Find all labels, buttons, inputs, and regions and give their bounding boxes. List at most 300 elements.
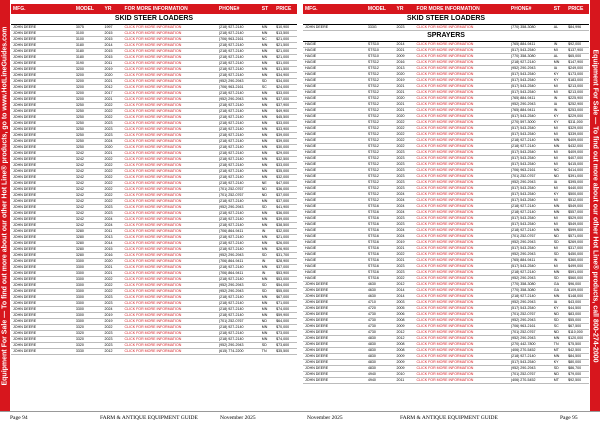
model-cell: STS16 — [366, 204, 395, 210]
more-info-link[interactable]: CLICK FOR MORE INFORMATION — [123, 307, 217, 313]
phone-cell: (218) 927-2140 — [217, 199, 260, 205]
price-cell: $557,000 — [566, 210, 589, 216]
manufacturer-cell: HAGIE — [303, 54, 366, 60]
column-header: FOR MORE INFORMATION — [415, 4, 509, 14]
more-info-link[interactable]: CLICK FOR MORE INFORMATION — [415, 198, 509, 204]
more-info-link[interactable]: CLICK FOR MORE INFORMATION — [415, 25, 509, 31]
column-header: PHONE# — [217, 4, 260, 14]
state-cell: MI — [552, 84, 566, 90]
state-cell: MN — [260, 133, 274, 139]
state-cell: MN — [260, 307, 274, 313]
more-info-link[interactable]: CLICK FOR MORE INFORMATION — [123, 349, 217, 355]
more-info-link[interactable]: CLICK FOR MORE INFORMATION — [123, 121, 217, 127]
more-info-link[interactable]: CLICK FOR MORE INFORMATION — [123, 229, 217, 235]
left-side-banner — [0, 0, 10, 412]
phone-cell: (218) 927-2140 — [217, 25, 260, 31]
more-info-link[interactable]: CLICK FOR MORE INFORMATION — [123, 55, 217, 61]
more-info-link[interactable]: CLICK FOR MORE INFORMATION — [415, 132, 509, 138]
year-cell: 2023 — [395, 174, 415, 180]
more-info-link[interactable]: CLICK FOR MORE INFORMATION — [415, 114, 509, 120]
more-info-link[interactable]: CLICK FOR MORE INFORMATION — [415, 270, 509, 276]
section-heading: SKID STEER LOADERS — [11, 14, 297, 25]
phone-cell: (770) 358-3080 — [509, 282, 552, 288]
model-cell: 3300 — [74, 283, 103, 289]
more-info-link[interactable]: CLICK FOR MORE INFORMATION — [123, 217, 217, 223]
state-cell: KY — [552, 114, 566, 120]
more-info-link[interactable]: CLICK FOR MORE INFORMATION — [415, 222, 509, 228]
more-info-link[interactable]: CLICK FOR MORE INFORMATION — [123, 175, 217, 181]
year-cell: 2024 — [395, 204, 415, 210]
more-info-link[interactable]: CLICK FOR MORE INFORMATION — [123, 235, 217, 241]
price-cell: $500,000 — [566, 192, 589, 198]
more-info-link[interactable]: CLICK FOR MORE INFORMATION — [415, 348, 509, 354]
more-info-link[interactable]: CLICK FOR MORE INFORMATION — [123, 79, 217, 85]
more-info-link[interactable]: CLICK FOR MORE INFORMATION — [415, 60, 509, 66]
more-info-link[interactable]: CLICK FOR MORE INFORMATION — [415, 42, 509, 48]
more-info-link[interactable]: CLICK FOR MORE INFORMATION — [123, 85, 217, 91]
phone-cell: (615) 774-2200 — [217, 349, 260, 355]
price-cell: $432,000 — [566, 144, 589, 150]
more-info-link[interactable]: CLICK FOR MORE INFORMATION — [123, 319, 217, 325]
more-info-link[interactable]: CLICK FOR MORE INFORMATION — [123, 331, 217, 337]
more-info-link[interactable]: CLICK FOR MORE INFORMATION — [415, 156, 509, 162]
state-cell: MI — [552, 186, 566, 192]
state-cell: SD — [260, 253, 274, 259]
manufacturer-cell: JOHN DEERE — [11, 85, 74, 91]
more-info-link[interactable]: CLICK FOR MORE INFORMATION — [415, 48, 509, 54]
year-cell: 2021 — [395, 108, 415, 114]
more-info-link[interactable]: CLICK FOR MORE INFORMATION — [123, 247, 217, 253]
model-cell: 4630 — [366, 294, 395, 300]
phone-cell: (218) 927-2140 — [509, 270, 552, 276]
model-cell: 3242 — [74, 223, 103, 229]
phone-cell: (706) 963-2161 — [217, 85, 260, 91]
year-cell: 2010 — [395, 372, 415, 378]
year-cell: 2019 — [395, 240, 415, 246]
price-cell: $360,000 — [566, 258, 589, 264]
more-info-link[interactable]: CLICK FOR MORE INFORMATION — [123, 301, 217, 307]
more-info-link[interactable]: CLICK FOR MORE INFORMATION — [415, 144, 509, 150]
more-info-link[interactable]: CLICK FOR MORE INFORMATION — [123, 169, 217, 175]
more-info-link[interactable]: CLICK FOR MORE INFORMATION — [415, 354, 509, 360]
more-info-link[interactable]: CLICK FOR MORE INFORMATION — [123, 97, 217, 103]
model-cell: STS12 — [366, 114, 395, 120]
more-info-link[interactable]: CLICK FOR MORE INFORMATION — [123, 103, 217, 109]
year-cell: 2023 — [395, 222, 415, 228]
more-info-link[interactable]: CLICK FOR MORE INFORMATION — [123, 115, 217, 121]
state-cell: MN — [260, 49, 274, 55]
phone-cell: (218) 927-2140 — [217, 163, 260, 169]
manufacturer-cell: HAGIE — [303, 258, 366, 264]
price-cell: $560,000 — [566, 276, 589, 282]
state-cell: MT — [552, 348, 566, 354]
more-info-link[interactable]: CLICK FOR MORE INFORMATION — [123, 187, 217, 193]
more-info-link[interactable]: CLICK FOR MORE INFORMATION — [415, 192, 509, 198]
more-info-link[interactable]: CLICK FOR MORE INFORMATION — [415, 210, 509, 216]
more-info-link[interactable]: CLICK FOR MORE INFORMATION — [415, 126, 509, 132]
state-cell: SD — [552, 366, 566, 372]
state-cell: MN — [260, 61, 274, 67]
state-cell: MN — [260, 331, 274, 337]
more-info-link[interactable]: CLICK FOR MORE INFORMATION — [415, 252, 509, 258]
more-info-link[interactable]: CLICK FOR MORE INFORMATION — [415, 108, 509, 114]
price-cell: $84,996 — [566, 25, 589, 31]
more-info-link[interactable]: CLICK FOR MORE INFORMATION — [415, 258, 509, 264]
more-info-link[interactable]: CLICK FOR MORE INFORMATION — [415, 264, 509, 270]
more-info-link[interactable]: CLICK FOR MORE INFORMATION — [123, 265, 217, 271]
more-info-link[interactable]: CLICK FOR MORE INFORMATION — [123, 211, 217, 217]
more-info-link[interactable]: CLICK FOR MORE INFORMATION — [123, 283, 217, 289]
more-info-link[interactable]: CLICK FOR MORE INFORMATION — [123, 49, 217, 55]
year-cell: 2020 — [103, 259, 123, 265]
phone-cell: (218) 927-2140 — [217, 217, 260, 223]
more-info-link[interactable]: CLICK FOR MORE INFORMATION — [123, 277, 217, 283]
more-info-link[interactable]: CLICK FOR MORE INFORMATION — [415, 228, 509, 234]
more-info-link[interactable]: CLICK FOR MORE INFORMATION — [123, 223, 217, 229]
more-info-link[interactable]: CLICK FOR MORE INFORMATION — [123, 199, 217, 205]
more-info-link[interactable]: CLICK FOR MORE INFORMATION — [415, 324, 509, 330]
manufacturer-cell: JOHN DEERE — [11, 211, 74, 217]
more-info-link[interactable]: CLICK FOR MORE INFORMATION — [415, 276, 509, 282]
more-info-link[interactable]: CLICK FOR MORE INFORMATION — [123, 31, 217, 37]
price-cell: $21,500 — [274, 43, 297, 49]
phone-cell: (218) 927-2140 — [217, 115, 260, 121]
state-cell: TN — [552, 342, 566, 348]
model-cell: STS12 — [366, 162, 395, 168]
manufacturer-cell: HAGIE — [303, 120, 366, 126]
price-cell: $75,500 — [566, 342, 589, 348]
model-cell: 4630 — [366, 288, 395, 294]
price-cell: $225,900 — [566, 96, 589, 102]
more-info-link[interactable]: CLICK FOR MORE INFORMATION — [415, 246, 509, 252]
more-info-link[interactable]: CLICK FOR MORE INFORMATION — [415, 366, 509, 372]
year-cell: 2011 — [103, 61, 123, 67]
year-cell: 2009 — [395, 354, 415, 360]
state-cell: SD — [552, 276, 566, 282]
year-cell: 2019 — [395, 78, 415, 84]
year-cell: 2021 — [103, 271, 123, 277]
more-info-link[interactable]: CLICK FOR MORE INFORMATION — [415, 288, 509, 294]
more-info-link[interactable]: CLICK FOR MORE INFORMATION — [415, 102, 509, 108]
model-cell: STS16 — [366, 222, 395, 228]
more-info-link[interactable]: CLICK FOR MORE INFORMATION — [415, 174, 509, 180]
price-cell: $65,000 — [566, 54, 589, 60]
model-cell: 333G — [366, 25, 395, 31]
price-cell: $21,000 — [274, 235, 297, 241]
more-info-link[interactable]: CLICK FOR MORE INFORMATION — [415, 216, 509, 222]
manufacturer-cell: JOHN DEERE — [11, 199, 74, 205]
price-cell: $33,900 — [274, 127, 297, 133]
more-info-link[interactable]: CLICK FOR MORE INFORMATION — [123, 25, 217, 31]
state-cell: MN — [260, 265, 274, 271]
year-cell: 2022 — [103, 199, 123, 205]
model-cell: 4830 — [366, 354, 395, 360]
more-info-link[interactable]: CLICK FOR MORE INFORMATION — [123, 145, 217, 151]
price-cell: $92,000 — [566, 42, 589, 48]
more-info-link[interactable]: CLICK FOR MORE INFORMATION — [123, 127, 217, 133]
manufacturer-cell: HAGIE — [303, 204, 366, 210]
more-info-link[interactable]: CLICK FOR MORE INFORMATION — [415, 204, 509, 210]
manufacturer-cell: JOHN DEERE — [11, 151, 74, 157]
phone-cell: (701) 252-0767 — [217, 319, 260, 325]
more-info-link[interactable]: CLICK FOR MORE INFORMATION — [123, 157, 217, 163]
model-cell: 3180 — [74, 55, 103, 61]
phone-cell: (952) 290-2943 — [509, 300, 552, 306]
more-info-link[interactable]: CLICK FOR MORE INFORMATION — [415, 84, 509, 90]
manufacturer-cell: HAGIE — [303, 108, 366, 114]
model-cell: 4830 — [366, 342, 395, 348]
phone-cell: (218) 927-2140 — [217, 55, 260, 61]
state-cell: NC — [552, 168, 566, 174]
more-info-link[interactable]: CLICK FOR MORE INFORMATION — [415, 162, 509, 168]
price-cell: $59,900 — [274, 313, 297, 319]
more-info-link[interactable]: CLICK FOR MORE INFORMATION — [415, 306, 509, 312]
phone-cell: (218) 927-2140 — [217, 247, 260, 253]
more-info-link[interactable]: CLICK FOR MORE INFORMATION — [415, 300, 509, 306]
more-info-link[interactable]: CLICK FOR MORE INFORMATION — [123, 295, 217, 301]
manufacturer-cell: JOHN DEERE — [11, 265, 74, 271]
column-header: MODEL — [74, 4, 103, 14]
model-cell: 3300 — [74, 265, 103, 271]
more-info-link[interactable]: CLICK FOR MORE INFORMATION — [415, 342, 509, 348]
more-info-link[interactable]: CLICK FOR MORE INFORMATION — [415, 330, 509, 336]
more-info-link[interactable]: CLICK FOR MORE INFORMATION — [123, 271, 217, 277]
price-cell: $311,000 — [566, 120, 589, 126]
more-info-link[interactable]: CLICK FOR MORE INFORMATION — [123, 73, 217, 79]
state-cell: MN — [260, 217, 274, 223]
more-info-link[interactable]: CLICK FOR MORE INFORMATION — [123, 289, 217, 295]
more-info-link[interactable]: CLICK FOR MORE INFORMATION — [123, 205, 217, 211]
more-info-link[interactable]: CLICK FOR MORE INFORMATION — [415, 336, 509, 342]
more-info-link[interactable]: CLICK FOR MORE INFORMATION — [123, 343, 217, 349]
phone-cell: (218) 927-2140 — [217, 121, 260, 127]
manufacturer-cell: JOHN DEERE — [11, 49, 74, 55]
price-cell: $39,000 — [274, 133, 297, 139]
model-cell: 4720 — [366, 306, 395, 312]
model-cell: STS12 — [366, 144, 395, 150]
price-cell: $28,900 — [274, 259, 297, 265]
price-cell: $414,000 — [566, 168, 589, 174]
more-info-link[interactable]: CLICK FOR MORE INFORMATION — [415, 150, 509, 156]
manufacturer-cell: JOHN DEERE — [11, 217, 74, 223]
price-cell: $10,900 — [274, 25, 297, 31]
year-cell: 2012 — [395, 336, 415, 342]
more-info-link[interactable]: CLICK FOR MORE INFORMATION — [123, 253, 217, 259]
state-cell: GA — [552, 282, 566, 288]
more-info-link[interactable]: CLICK FOR MORE INFORMATION — [123, 67, 217, 73]
model-cell: 3330 — [74, 349, 103, 355]
more-info-link[interactable]: CLICK FOR MORE INFORMATION — [123, 37, 217, 43]
phone-cell: (218) 927-2140 — [509, 144, 552, 150]
year-cell: 2005 — [395, 306, 415, 312]
phone-cell: (765) 884-9411 — [509, 108, 552, 114]
state-cell: SD — [260, 343, 274, 349]
manufacturer-cell: JOHN DEERE — [11, 73, 74, 79]
more-info-link[interactable]: CLICK FOR MORE INFORMATION — [415, 168, 509, 174]
phone-cell: (770) 358-3080 — [509, 25, 552, 31]
model-cell: 3280 — [74, 235, 103, 241]
state-cell: MN — [260, 97, 274, 103]
manufacturer-cell: JOHN DEERE — [11, 145, 74, 151]
price-cell: $591,000 — [566, 270, 589, 276]
price-cell: $409,000 — [566, 150, 589, 156]
manufacturer-cell: HAGIE — [303, 216, 366, 222]
more-info-link[interactable]: CLICK FOR MORE INFORMATION — [415, 318, 509, 324]
year-cell: 2014 — [103, 241, 123, 247]
column-header: MODEL — [366, 4, 395, 14]
more-info-link[interactable]: CLICK FOR MORE INFORMATION — [415, 66, 509, 72]
manufacturer-cell: JOHN DEERE — [11, 349, 74, 355]
phone-cell: (218) 927-2140 — [217, 331, 260, 337]
year-cell: 2024 — [395, 192, 415, 198]
more-info-link[interactable]: CLICK FOR MORE INFORMATION — [123, 91, 217, 97]
state-cell: ND — [552, 234, 566, 240]
manufacturer-cell: HAGIE — [303, 132, 366, 138]
more-info-link[interactable]: CLICK FOR MORE INFORMATION — [415, 360, 509, 366]
right-page — [303, 4, 589, 384]
model-cell: STS12 — [366, 96, 395, 102]
more-info-link[interactable]: CLICK FOR MORE INFORMATION — [415, 378, 509, 384]
state-cell: TN — [260, 349, 274, 355]
more-info-link[interactable]: CLICK FOR MORE INFORMATION — [123, 325, 217, 331]
model-cell: 3300 — [74, 277, 103, 283]
price-cell: $54,000 — [274, 283, 297, 289]
year-cell: 2015 — [103, 49, 123, 55]
manufacturer-cell: JOHN DEERE — [11, 169, 74, 175]
more-info-link[interactable]: CLICK FOR MORE INFORMATION — [123, 313, 217, 319]
state-cell: IN — [552, 42, 566, 48]
phone-cell: (218) 927-2140 — [217, 181, 260, 187]
manufacturer-cell: JOHN DEERE — [11, 229, 74, 235]
phone-cell: (218) 927-2140 — [509, 204, 552, 210]
manufacturer-cell: JOHN DEERE — [11, 127, 74, 133]
model-cell: STS12 — [366, 174, 395, 180]
more-info-link[interactable]: CLICK FOR MORE INFORMATION — [123, 109, 217, 115]
price-cell: $32,000 — [274, 229, 297, 235]
more-info-link[interactable]: CLICK FOR MORE INFORMATION — [415, 234, 509, 240]
manufacturer-cell: HAGIE — [303, 126, 366, 132]
phone-cell: (218) 927-2140 — [217, 43, 260, 49]
more-info-link[interactable]: CLICK FOR MORE INFORMATION — [123, 259, 217, 265]
price-cell: $73,000 — [274, 331, 297, 337]
year-cell: 2024 — [103, 217, 123, 223]
state-cell: AL — [552, 25, 566, 31]
more-info-link[interactable]: CLICK FOR MORE INFORMATION — [415, 138, 509, 144]
more-info-link[interactable]: CLICK FOR MORE INFORMATION — [123, 163, 217, 169]
more-info-link[interactable]: CLICK FOR MORE INFORMATION — [415, 186, 509, 192]
year-cell: 2012 — [395, 282, 415, 288]
phone-cell: (270) 442-7800 — [509, 342, 552, 348]
price-cell: $571,000 — [566, 234, 589, 240]
model-cell: 3250 — [74, 103, 103, 109]
more-info-link[interactable]: CLICK FOR MORE INFORMATION — [415, 72, 509, 78]
manufacturer-cell: HAGIE — [303, 210, 366, 216]
price-cell: $213,000 — [566, 90, 589, 96]
more-info-link[interactable]: CLICK FOR MORE INFORMATION — [415, 282, 509, 288]
more-info-link[interactable]: CLICK FOR MORE INFORMATION — [123, 133, 217, 139]
phone-cell: (218) 927-2140 — [217, 175, 260, 181]
state-cell: GA — [552, 288, 566, 294]
right-publication-title: FARM & ANTIQUE EQUIPMENT GUIDE — [400, 415, 498, 421]
state-cell: MT — [552, 378, 566, 384]
year-cell: 2023 — [395, 186, 415, 192]
more-info-link[interactable]: CLICK FOR MORE INFORMATION — [123, 61, 217, 67]
model-cell: 3242 — [74, 187, 103, 193]
more-info-link[interactable]: CLICK FOR MORE INFORMATION — [415, 96, 509, 102]
manufacturer-cell: JOHN DEERE — [11, 283, 74, 289]
model-cell: 3250 — [74, 115, 103, 121]
more-info-link[interactable]: CLICK FOR MORE INFORMATION — [123, 337, 217, 343]
more-info-link[interactable]: CLICK FOR MORE INFORMATION — [415, 294, 509, 300]
phone-cell: (218) 927-2140 — [217, 109, 260, 115]
phone-cell: (952) 290-2943 — [509, 252, 552, 258]
right-header-row — [303, 4, 589, 14]
model-cell: 3300 — [74, 271, 103, 277]
state-cell: SD — [552, 318, 566, 324]
manufacturer-cell: HAGIE — [303, 144, 366, 150]
more-info-link[interactable]: CLICK FOR MORE INFORMATION — [415, 120, 509, 126]
phone-cell: (706) 864-9411 — [217, 259, 260, 265]
more-info-link[interactable]: CLICK FOR MORE INFORMATION — [123, 181, 217, 187]
more-info-link[interactable]: CLICK FOR MORE INFORMATION — [123, 193, 217, 199]
manufacturer-cell: JOHN DEERE — [11, 313, 74, 319]
year-cell: 2019 — [103, 313, 123, 319]
model-cell: 4730 — [366, 324, 395, 330]
state-cell: MN — [260, 115, 274, 121]
more-info-link[interactable]: CLICK FOR MORE INFORMATION — [123, 151, 217, 157]
model-cell: STS12 — [366, 84, 395, 90]
more-info-link[interactable]: CLICK FOR MORE INFORMATION — [123, 43, 217, 49]
price-cell: $38,500 — [274, 223, 297, 229]
price-cell: $37,000 — [274, 199, 297, 205]
year-cell: 2020 — [103, 145, 123, 151]
state-cell: MN — [260, 223, 274, 229]
state-cell: MN — [552, 210, 566, 216]
phone-cell: (701) 252-0767 — [217, 193, 260, 199]
right-table-body — [303, 14, 589, 384]
manufacturer-cell: JOHN DEERE — [11, 235, 74, 241]
more-info-link[interactable]: CLICK FOR MORE INFORMATION — [415, 372, 509, 378]
state-cell: MN — [260, 175, 274, 181]
price-cell: $41,900 — [274, 205, 297, 211]
column-header: MFG. — [11, 4, 74, 14]
more-info-link[interactable]: CLICK FOR MORE INFORMATION — [415, 240, 509, 246]
state-cell: KY — [552, 120, 566, 126]
more-info-link[interactable]: CLICK FOR MORE INFORMATION — [123, 241, 217, 247]
state-cell: MN — [552, 354, 566, 360]
price-cell: $53,000 — [274, 277, 297, 283]
more-info-link[interactable]: CLICK FOR MORE INFORMATION — [123, 139, 217, 145]
model-cell: 3075 — [74, 25, 103, 31]
more-info-link[interactable]: CLICK FOR MORE INFORMATION — [415, 54, 509, 60]
model-cell: STS12 — [366, 156, 395, 162]
model-cell: STS12 — [366, 120, 395, 126]
more-info-link[interactable]: CLICK FOR MORE INFORMATION — [415, 180, 509, 186]
model-cell: STS12 — [366, 78, 395, 84]
more-info-link[interactable]: CLICK FOR MORE INFORMATION — [415, 312, 509, 318]
year-cell: 2023 — [103, 337, 123, 343]
model-cell: STS10 — [366, 48, 395, 54]
model-cell: STS12 — [366, 102, 395, 108]
left-listing-table — [11, 4, 297, 355]
phone-cell: (701) 252-0767 — [509, 330, 552, 336]
manufacturer-cell: JOHN DEERE — [11, 163, 74, 169]
model-cell: STS16 — [366, 228, 395, 234]
year-cell: 2022 — [395, 138, 415, 144]
more-info-link[interactable]: CLICK FOR MORE INFORMATION — [415, 78, 509, 84]
more-info-link[interactable]: CLICK FOR MORE INFORMATION — [415, 90, 509, 96]
state-cell: MN — [552, 144, 566, 150]
